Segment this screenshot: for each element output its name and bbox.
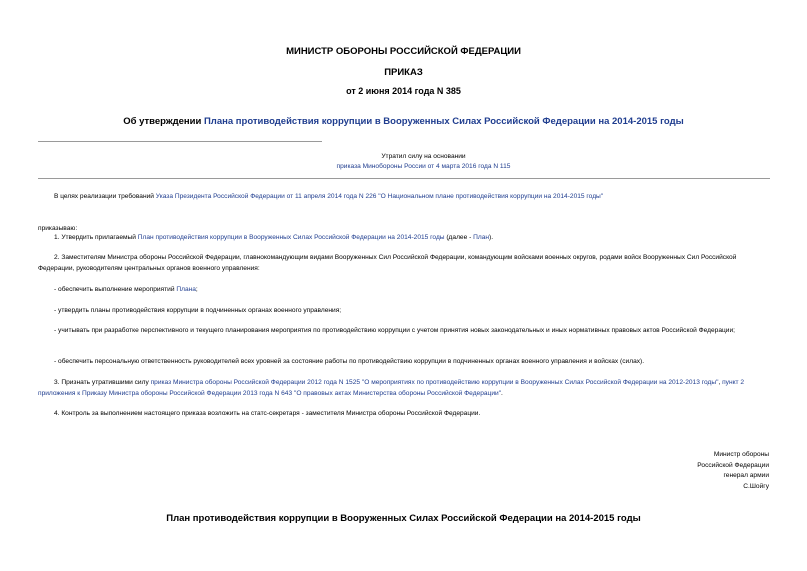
signature-block (697, 450, 769, 492)
signature-line-1: Министр обороны (713, 451, 769, 458)
item-2c: - учитывать при разработке перспективного и текущего планирования мероприятия по противодействию коррупции с учетом принятия новых законодательных и иных нормативных правовых актов Российской Федерации; (54, 327, 735, 334)
preamble-prefix: В целях реализации требований (54, 193, 156, 200)
item3-mid: , (718, 379, 723, 386)
order-643-link[interactable]: пункт 2 приложения к Приказу Министра обороны Российской Федерации 2013 года N 643 "О правовых актах Министерства обороны Российской Федерации" (38, 379, 745, 397)
item-2d: - обеспечить персональную ответственность руководителей всех уровней за состояние работы по противодействию коррупции в подчиненных органах военного управления и войсках (силах). (54, 358, 645, 365)
ministry-heading: МИНИСТР ОБОРОНЫ РОССИЙСКОЙ ФЕДЕРАЦИИ (286, 46, 521, 57)
orders-word: приказываю: (38, 225, 78, 232)
order-1525-link[interactable]: приказ Министра обороны Российской Федерации 2012 года N 1525 "О мероприятиях по противодействию коррупции в Вооруженных Силах Российской Федерации на 2012-2013 годы" (150, 379, 719, 386)
preamble (54, 192, 774, 203)
signature-line-2: Российской Федерации (697, 461, 769, 469)
separator-short (38, 141, 322, 142)
item-2: 2. Заместителям Министра обороны Российской Федерации, главнокомандующим видами Вооруженных Сил Российской Федерации, командующим войсками военных округов, родами войск Вооруженных Сил Российской Федерации, руководителям центральных органов военного управления: (38, 254, 737, 272)
signature-line-4: С.Шойгу (743, 482, 769, 490)
doc-type-heading: ПРИКАЗ (384, 67, 423, 78)
signature-line-3: генерал армии (723, 472, 769, 479)
item1-suffix: ). (489, 234, 494, 241)
item-2b: - утвердить планы противодействия коррупции в подчиненных органах военного управления; (54, 307, 342, 314)
item3-prefix: 3. Признать утратившими силу (54, 379, 151, 386)
plan-heading: План противодействия коррупции в Вооруженных Силах Российской Федерации на 2014-2015 годы (166, 513, 641, 524)
item1-mid: (далее - (444, 234, 474, 241)
item-3 (38, 378, 774, 399)
plan-link[interactable]: Плана противодействия коррупции в Вооруженных Силах Российской Федерации на 2014-2015 годы (203, 116, 684, 127)
item1-prefix: 1. Утвердить прилагаемый (54, 234, 138, 241)
item1-plan-link[interactable]: План противодействия коррупции в Вооруженных Силах Российской Федерации на 2014-2015 годы (137, 234, 445, 241)
item2a-prefix: - обеспечить выполнение мероприятий (54, 286, 177, 293)
item-1 (54, 233, 770, 244)
status-note (20, 152, 807, 172)
separator-long (38, 178, 770, 179)
item1-plan-short-link[interactable]: План (473, 234, 490, 241)
item3-suffix: . (501, 389, 503, 397)
status-line: Утратил силу на основании (381, 153, 466, 160)
presidential-decree-link[interactable]: Указа Президента Российской Федерации от 11 апреля 2014 года N 226 "О Национальном плане противодействия коррупции на 2014-2015 годы" (155, 193, 604, 200)
item-2a (54, 285, 198, 296)
repeal-order-link[interactable]: приказа Минобороны России от 4 марта 2016 года N 115 (336, 163, 511, 170)
title-prefix: Об утверждении (123, 116, 204, 127)
item-4: 4. Контроль за выполнением настоящего приказа возложить на статс-секретаря - заместителя Министра обороны Российской Федерации. (54, 410, 481, 417)
item2a-suffix: ; (195, 286, 198, 293)
doc-title (0, 116, 807, 127)
item2a-plan-link[interactable]: Плана (176, 286, 196, 293)
doc-date: от 2 июня 2014 года N 385 (346, 86, 461, 96)
